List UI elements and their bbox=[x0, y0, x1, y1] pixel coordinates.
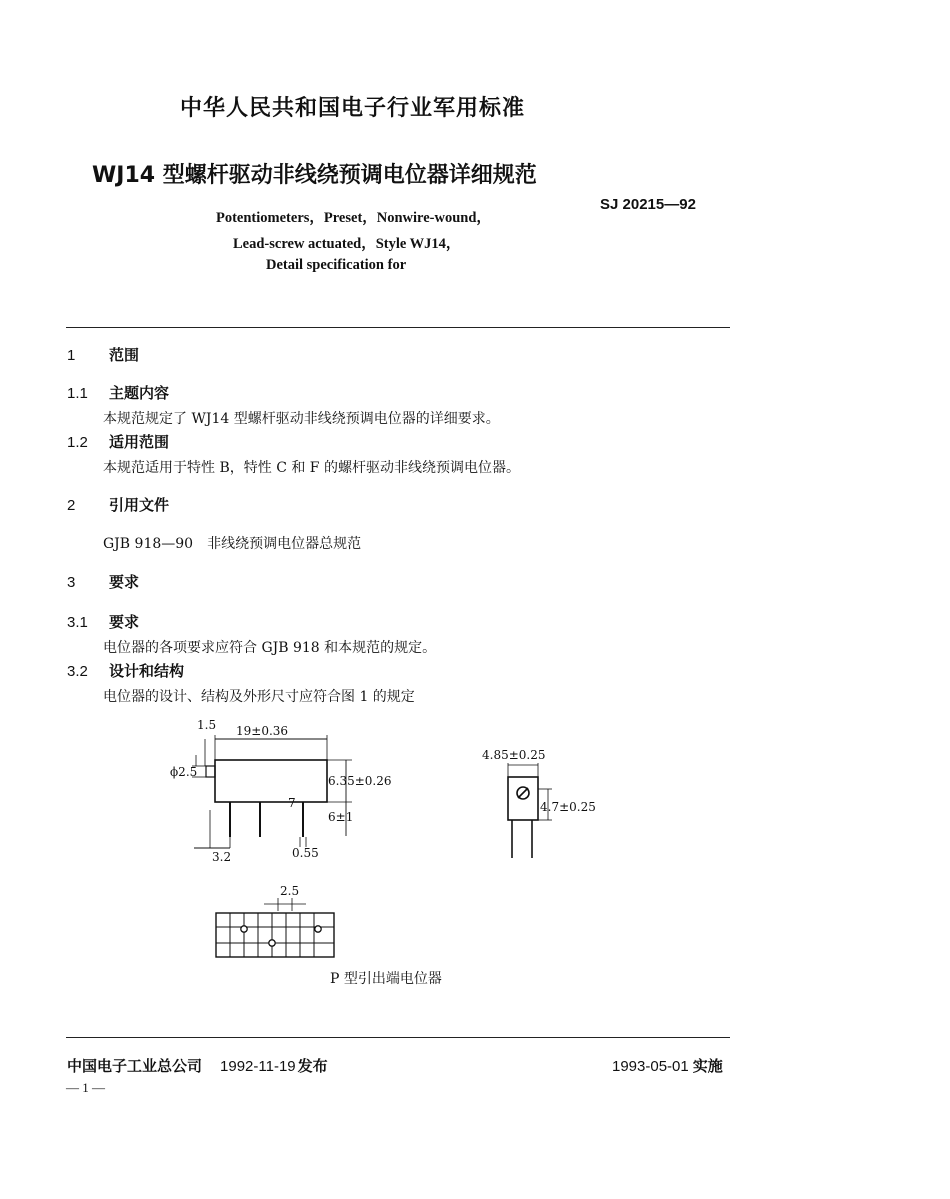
dim-3-2: 3.2 bbox=[212, 850, 232, 864]
dim-19: 19±0.36 bbox=[236, 724, 289, 738]
section-number: 3 bbox=[67, 574, 76, 591]
section-number: 3.2 bbox=[67, 663, 88, 680]
potentiometer-body-side bbox=[215, 760, 327, 802]
dim-4-7: 4.7±0.25 bbox=[540, 800, 596, 814]
dim-7: 7 bbox=[288, 796, 296, 810]
screw-head bbox=[206, 766, 215, 777]
section-1-2-text: 本规范适用于特性 B，特性 C 和 F 的螺杆驱动非线绕预调电位器。 bbox=[103, 460, 520, 476]
dim-phi-2-5: ϕ2.5 bbox=[170, 765, 198, 779]
footer-divider bbox=[66, 1037, 730, 1038]
dim-4-85: 4.85±0.25 bbox=[482, 748, 546, 762]
publish-date: 1992-11-19 bbox=[220, 1058, 296, 1075]
section-1-1-heading bbox=[67, 382, 169, 403]
section-title: 要求 bbox=[109, 613, 140, 631]
implement-date: 1993-05-01 bbox=[612, 1058, 689, 1075]
publish-info bbox=[67, 1055, 328, 1076]
section-2-text: GJB 918—90 非线绕预调电位器总规范 bbox=[103, 536, 362, 552]
standard-category: 中华人民共和国电子行业军用标准 bbox=[180, 96, 526, 121]
section-3-2-heading bbox=[67, 660, 184, 681]
section-number: 1.2 bbox=[67, 434, 88, 451]
english-title-line-3: Detail specification for bbox=[266, 257, 407, 273]
section-title: 引用文件 bbox=[109, 496, 170, 514]
english-title-line-1: Potentiometers，Preset，Nonwire-wound， bbox=[216, 210, 491, 226]
section-1-2-heading bbox=[67, 431, 169, 452]
dim-2-5: 2.5 bbox=[280, 884, 300, 898]
section-3-1-heading bbox=[67, 611, 139, 632]
dim-0-55: 0.55 bbox=[292, 846, 319, 860]
section-2-heading bbox=[67, 494, 169, 515]
section-title: 范围 bbox=[109, 346, 140, 364]
section-3-1-text: 电位器的各项要求应符合 GJB 918 和本规范的规定。 bbox=[103, 640, 437, 656]
section-number: 1.1 bbox=[67, 385, 88, 402]
section-1-heading bbox=[67, 344, 139, 365]
implement-info bbox=[612, 1055, 723, 1076]
implement-label: 实施 bbox=[692, 1057, 723, 1075]
page-number: — 1 — bbox=[66, 1080, 105, 1095]
section-number: 1 bbox=[67, 347, 76, 364]
dim-1-5: 1.5 bbox=[197, 718, 217, 732]
section-number: 3.1 bbox=[67, 614, 88, 631]
publish-label: 发布 bbox=[297, 1057, 328, 1075]
dim-6: 6±1 bbox=[328, 810, 354, 824]
section-3-2-text: 电位器的设计、结构及外形尺寸应符合图 1 的规定 bbox=[103, 689, 415, 705]
section-1-1-text: 本规范规定了 WJ14 型螺杆驱动非线绕预调电位器的详细要求。 bbox=[103, 411, 500, 427]
section-number: 2 bbox=[67, 497, 76, 514]
publisher: 中国电子工业总公司 bbox=[67, 1057, 203, 1075]
dimension-drawing bbox=[160, 715, 640, 995]
document-title: WJ14 型螺杆驱动非线绕预调电位器详细规范 bbox=[92, 163, 537, 188]
section-3-heading bbox=[67, 571, 139, 592]
dim-6-35: 6.35±0.26 bbox=[328, 774, 392, 788]
header-divider bbox=[66, 327, 730, 328]
section-title: 适用范围 bbox=[109, 433, 170, 451]
document-number: SJ 20215—92 bbox=[600, 196, 696, 213]
pin-layout-grid bbox=[216, 913, 334, 957]
figure-caption: P 型引出端电位器 bbox=[330, 971, 442, 987]
english-title-line-2: Lead-screw actuated，Style WJ14， bbox=[233, 236, 461, 252]
section-title: 要求 bbox=[109, 573, 140, 591]
section-title: 设计和结构 bbox=[109, 662, 185, 680]
section-title: 主题内容 bbox=[109, 384, 170, 402]
